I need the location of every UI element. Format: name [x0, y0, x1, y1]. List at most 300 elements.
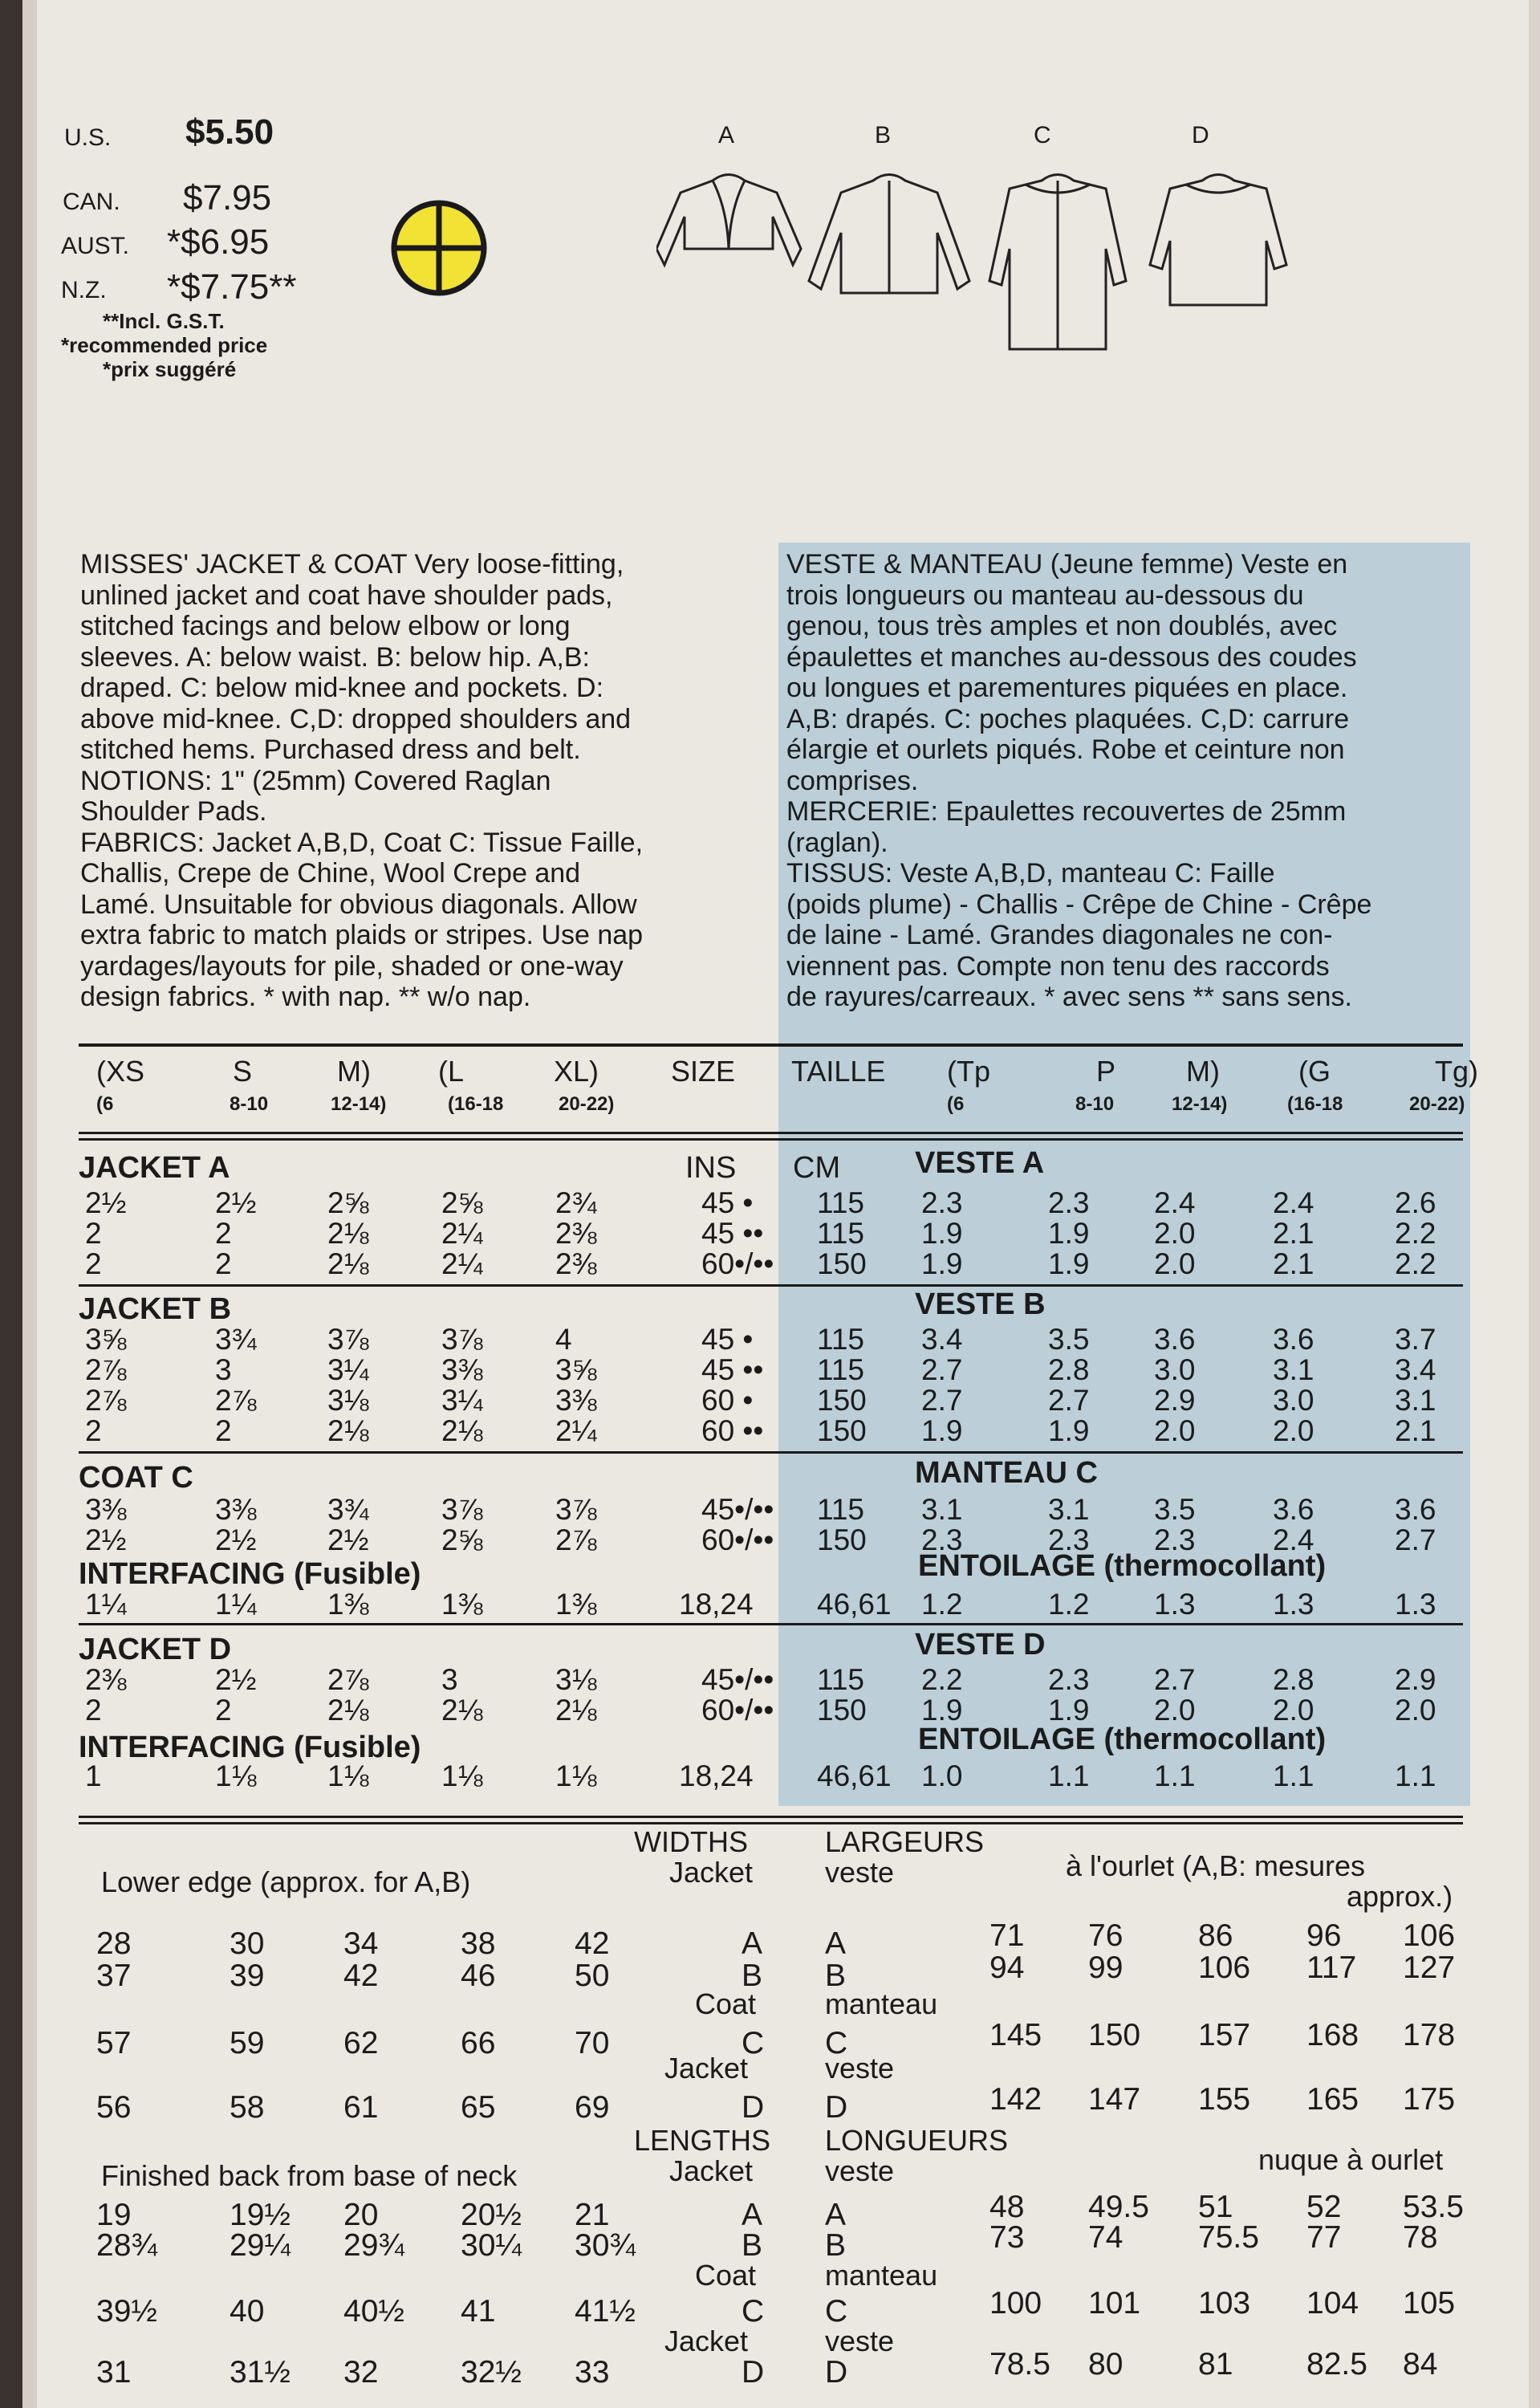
yardage-en: 2: [85, 1217, 102, 1250]
lengths-value-en: 31½: [230, 2355, 291, 2390]
price-note-recommended: *recommended price: [61, 333, 268, 357]
widths-value-en: 42: [575, 1926, 610, 1961]
yardage-en: 2⅝: [441, 1186, 483, 1219]
desc-en-line: NOTIONS: 1" (25mm) Covered Raglan: [80, 765, 551, 796]
yardage-metric: 2.7: [1395, 1523, 1436, 1556]
yardage-metric: 2.3: [1048, 1663, 1090, 1696]
yardage-metric: 2.2: [1395, 1217, 1436, 1250]
yardage-en: 3⅞: [441, 1323, 483, 1356]
yardage-en: 2: [85, 1694, 102, 1727]
fabric-width-in: 60 •: [701, 1384, 754, 1417]
size-label-en: XL): [554, 1055, 599, 1088]
yardage-en: 3⅛: [555, 1663, 597, 1696]
widths-value-cm: 147: [1088, 2082, 1141, 2117]
widths-value-cm: 157: [1198, 2018, 1251, 2052]
desc-en-line: design fabrics. * with nap. ** w/o nap.: [80, 982, 531, 1012]
jacket-d-title-en: JACKET D: [79, 1633, 232, 1666]
fabric-width-cm: 115: [817, 1353, 864, 1386]
lengths-head-fr: LONGUEURS: [825, 2124, 1009, 2157]
yardage-en: 2⅞: [85, 1384, 127, 1417]
widths-coat-fr: manteau: [825, 1987, 938, 2020]
yardage-en: 2⅞: [555, 1523, 597, 1556]
yardage-metric: 2.0: [1273, 1414, 1314, 1447]
yardage-en: 3⅛: [327, 1384, 369, 1417]
widths-value-en: 62: [343, 2026, 379, 2060]
yardage-metric: 1.9: [921, 1217, 963, 1250]
lengths-value-en: 29¾: [343, 2228, 404, 2263]
yardage-metric: 3.6: [1273, 1493, 1314, 1526]
yardage-en: 2: [215, 1217, 232, 1250]
yardage-en: 3⅞: [441, 1493, 483, 1526]
lengths-value-cm: 53.5: [1403, 2190, 1464, 2224]
taille-heading: TAILLE: [791, 1055, 886, 1088]
desc-fr-line: trois longueurs ou manteau au-dessous du: [786, 580, 1304, 611]
yardage-en: 2⅛: [327, 1414, 369, 1447]
desc-en-line: FABRICS: Jacket A,B,D, Coat C: Tissue Faille,: [80, 827, 644, 858]
easy-symbol-icon: [388, 197, 490, 299]
widths-value-cm: 96: [1306, 1918, 1342, 1953]
widths-label-en: C: [742, 2026, 765, 2060]
widths-value-en: 50: [575, 1959, 610, 1993]
yardage-metric: 3.4: [1395, 1353, 1436, 1386]
yardage-en: 2¼: [441, 1247, 483, 1280]
lengths-value-cm: 48: [989, 2190, 1025, 2224]
yardage-en: 2½: [215, 1663, 257, 1696]
interfacing-en-d: 1⅛: [441, 1759, 483, 1792]
yardage-metric: 2.7: [921, 1384, 963, 1417]
size-label-fr: Tg): [1435, 1055, 1478, 1088]
yardage-en: 2¾: [555, 1186, 597, 1219]
widths-value-en: 42: [343, 1959, 379, 1993]
yardage-metric: 3.0: [1154, 1353, 1196, 1386]
yardage-en: 3⅞: [555, 1493, 597, 1526]
size-range-fr: (6: [947, 1093, 965, 1115]
yardage-metric: 2.4: [1154, 1186, 1196, 1219]
fabric-width-in: 45 •: [701, 1186, 754, 1219]
yardage-en: 2⅛: [555, 1694, 597, 1727]
widths-value-en: 30: [230, 1926, 265, 1961]
yardage-en: 3⅝: [555, 1353, 597, 1386]
yardage-metric: 1.9: [1048, 1414, 1090, 1447]
desc-fr-line: TISSUS: Veste A,B,D, manteau C: Faille: [786, 858, 1275, 889]
interfacing-metric-c: 1.3: [1154, 1588, 1196, 1621]
lengths-value-en: 20: [343, 2198, 379, 2232]
lengths-value-cm: 81: [1198, 2347, 1233, 2382]
fabric-width-cm: 115: [817, 1186, 864, 1219]
interfacing-title-fr-c: ENTOILAGE (thermocollant): [918, 1549, 1327, 1583]
lengths-desc-fr: nuque à ourlet: [1258, 2143, 1444, 2176]
jacket-b-title-fr: VESTE B: [915, 1287, 1046, 1321]
yardage-en: 3¼: [327, 1353, 369, 1386]
yardage-en: 2: [85, 1247, 102, 1280]
lengths-value-en: 21: [575, 2198, 610, 2232]
yardage-metric: 3.1: [1395, 1384, 1436, 1417]
yardage-en: 3⅜: [555, 1384, 597, 1417]
yardage-en: 2⅛: [441, 1414, 483, 1447]
lengths-jacket-fr: veste: [825, 2325, 895, 2357]
interfacing-title-fr-d: ENTOILAGE (thermocollant): [918, 1723, 1327, 1756]
yardage-metric: 2.2: [921, 1663, 963, 1696]
description-english: [80, 549, 643, 1013]
lengths-value-en: 29¼: [230, 2228, 291, 2263]
yardage-en: 2½: [215, 1186, 257, 1219]
yardage-en: 2⅞: [327, 1663, 369, 1696]
lengths-value-cm: 103: [1198, 2286, 1251, 2321]
yardage-metric: 2.0: [1273, 1694, 1314, 1727]
widths-value-cm: 155: [1198, 2082, 1251, 2117]
yardage-metric: 3.4: [921, 1323, 963, 1356]
interfacing-width-cm-c: 46,61: [817, 1588, 892, 1621]
yardage-en: 2½: [85, 1186, 127, 1219]
country-us: U.S.: [64, 124, 112, 151]
lengths-label-fr: D: [825, 2355, 848, 2390]
lengths-value-cm: 77: [1306, 2220, 1342, 2255]
lengths-value-cm: 80: [1088, 2347, 1124, 2382]
widths-value-cm: 106: [1403, 1918, 1456, 1953]
fabric-width-cm: 115: [817, 1217, 864, 1250]
garment-sketches: [656, 161, 1298, 369]
rule-d1: [79, 1816, 1463, 1818]
size-heading: SIZE: [671, 1055, 736, 1088]
lengths-value-en: 19½: [230, 2198, 291, 2232]
lengths-jacket-en: Jacket: [664, 2325, 749, 2357]
widths-coat-en: Coat: [695, 1987, 757, 2020]
lengths-value-cm: 82.5: [1306, 2347, 1367, 2382]
yardage-en: 2⅛: [327, 1694, 369, 1727]
desc-en-line: Shoulder Pads.: [80, 796, 267, 827]
rule-a: [79, 1284, 1463, 1287]
fabric-width-in: 45•/••: [701, 1493, 774, 1526]
interfacing-title-en-c: INTERFACING (Fusible): [79, 1557, 421, 1591]
metric-table-panel: [778, 1035, 1470, 1806]
yardage-en: 3⅝: [85, 1323, 127, 1356]
widths-value-en: 61: [343, 2090, 379, 2125]
interfacing-width-cm-d: 46,61: [817, 1759, 892, 1792]
price-note-gst: **Incl. G.S.T.: [103, 309, 225, 333]
yardage-metric: 3.7: [1395, 1323, 1436, 1356]
country-can: CAN.: [63, 189, 120, 215]
lengths-label-en: B: [742, 2228, 763, 2263]
yardage-en: 2⅛: [327, 1247, 369, 1280]
desc-fr-line: (poids plume) - Challis - Crêpe de Chine - Crêpe: [786, 889, 1372, 920]
lengths-value-cm: 100: [989, 2286, 1042, 2321]
sketch-view-d: [1150, 175, 1286, 306]
yardage-metric: 2.1: [1273, 1247, 1314, 1280]
widths-value-en: 34: [343, 1926, 379, 1961]
lengths-label-fr: B: [825, 2228, 847, 2263]
interfacing-metric-d: 1.1: [1395, 1759, 1436, 1792]
fabric-width-in: 45•/••: [701, 1663, 774, 1696]
desc-fr-line: de rayures/carreaux. * avec sens ** sans sens.: [786, 982, 1352, 1012]
yardage-en: 2⅝: [327, 1186, 369, 1219]
yardage-metric: 3.6: [1154, 1323, 1196, 1356]
country-aust: AUST.: [61, 233, 130, 259]
size-range-en: (6: [96, 1093, 114, 1115]
yardage-metric: 2.1: [1395, 1414, 1436, 1447]
lengths-value-en: 19: [96, 2198, 132, 2232]
widths-value-en: 57: [96, 2026, 132, 2060]
lengths-label-fr: A: [825, 2198, 847, 2232]
widths-value-cm: 99: [1088, 1950, 1124, 1985]
yardage-en: 2: [215, 1247, 232, 1280]
desc-fr-line: de laine - Lamé. Grandes diagonales ne con-: [786, 920, 1333, 950]
desc-en-line: Lamé. Unsuitable for obvious diagonals. Allow: [80, 889, 637, 920]
size-label-en: (XS: [96, 1055, 145, 1088]
size-label-fr: M): [1186, 1055, 1220, 1088]
yardage-metric: 2.4: [1273, 1523, 1314, 1556]
yardage-en: 2⅞: [215, 1384, 257, 1417]
price-can: $7.95: [183, 178, 272, 218]
coat-c-title-en: COAT C: [79, 1461, 193, 1495]
fabric-width-in: 60 ••: [701, 1414, 764, 1447]
lengths-sub-fr: veste: [825, 2154, 895, 2187]
desc-fr-line: ou longues et parementures piquées en place.: [786, 673, 1348, 703]
yardage-metric: 3.0: [1273, 1384, 1314, 1417]
size-label-fr: P: [1096, 1055, 1116, 1088]
yardage-metric: 1.9: [1048, 1217, 1090, 1250]
yardage-metric: 2.8: [1273, 1663, 1314, 1696]
yardage-metric: 2.2: [1395, 1247, 1436, 1280]
yardage-en: 3: [441, 1663, 458, 1696]
size-range-en: 8-10: [230, 1093, 269, 1115]
size-range-fr: 20-22): [1409, 1093, 1465, 1115]
lengths-value-en: 20½: [461, 2198, 522, 2232]
interfacing-metric-d: 1.1: [1154, 1759, 1196, 1792]
yardage-en: 3⅜: [215, 1493, 257, 1526]
widths-value-en: 66: [461, 2026, 496, 2060]
yardage-metric: 2.9: [1154, 1384, 1196, 1417]
lengths-value-en: 32½: [461, 2355, 522, 2390]
desc-fr-line: MERCERIE: Epaulettes recouvertes de 25mm: [786, 796, 1347, 827]
yardage-metric: 3.5: [1154, 1493, 1196, 1526]
price-aust: *$6.95: [167, 222, 270, 262]
yardage-metric: 2.0: [1154, 1694, 1196, 1727]
interfacing-title-en-d: INTERFACING (Fusible): [79, 1731, 421, 1764]
widths-value-en: 59: [230, 2026, 265, 2060]
widths-value-en: 39: [230, 1959, 265, 1993]
lengths-value-cm: 75.5: [1198, 2220, 1259, 2255]
lengths-value-cm: 101: [1088, 2286, 1141, 2321]
yardage-metric: 1.9: [1048, 1247, 1090, 1280]
widths-label-fr: D: [825, 2090, 848, 2125]
lengths-desc-en: Finished back from base of neck: [101, 2159, 518, 2192]
fabric-width-cm: 150: [817, 1523, 867, 1556]
size-label-fr: (G: [1298, 1055, 1331, 1088]
yardage-en: 2⅜: [85, 1663, 127, 1696]
size-range-en: 12-14): [331, 1093, 387, 1115]
widths-value-cm: 106: [1198, 1950, 1251, 1985]
yardage-en: 2¼: [441, 1217, 483, 1250]
size-label-en: S: [233, 1055, 253, 1088]
yardage-en: 3¾: [215, 1323, 257, 1356]
view-label-d: D: [1192, 122, 1209, 148]
yardage-metric: 3.1: [1048, 1493, 1090, 1526]
yardage-en: 3¾: [327, 1493, 369, 1526]
yardage-metric: 2.7: [1048, 1384, 1090, 1417]
widths-value-cm: 168: [1306, 2018, 1359, 2052]
interfacing-width-in-c: 18,24: [679, 1588, 754, 1621]
widths-label-fr: A: [825, 1926, 847, 1961]
widths-value-cm: 150: [1088, 2018, 1141, 2052]
yardage-metric: 3.6: [1273, 1323, 1314, 1356]
lengths-value-en: 39½: [96, 2294, 157, 2329]
lengths-label-en: C: [742, 2294, 765, 2329]
size-range-en: 20-22): [559, 1093, 615, 1115]
yardage-en: 2½: [215, 1523, 257, 1556]
yardage-metric: 2.3: [921, 1186, 963, 1219]
yardage-en: 3¼: [441, 1384, 483, 1417]
lengths-value-cm: 84: [1403, 2347, 1438, 2382]
lengths-value-en: 28¾: [96, 2228, 157, 2263]
widths-head-fr: LARGEURS: [825, 1825, 985, 1858]
lengths-coat-fr: manteau: [825, 2259, 938, 2292]
widths-label-en: D: [742, 2090, 765, 2125]
desc-en-line: Challis, Crepe de Chine, Wool Crepe and: [80, 858, 581, 889]
widths-value-en: 28: [96, 1926, 132, 1961]
widths-value-en: 70: [575, 2026, 610, 2060]
yardage-en: 2: [215, 1414, 232, 1447]
widths-value-cm: 76: [1088, 1918, 1124, 1953]
interfacing-metric-d: 1.0: [921, 1759, 963, 1792]
widths-desc-fr: à l'ourlet (A,B: mesures: [1066, 1849, 1366, 1882]
lengths-value-cm: 52: [1306, 2190, 1342, 2224]
fabric-width-in: 45 ••: [701, 1353, 764, 1386]
widths-value-en: 56: [96, 2090, 132, 2125]
interfacing-en-d: 1: [85, 1759, 102, 1792]
desc-en-line: unlined jacket and coat have shoulder pads,: [80, 580, 613, 611]
price-note-suggere: *prix suggéré: [103, 357, 237, 381]
widths-value-cm: 127: [1403, 1950, 1456, 1985]
fabric-width-cm: 115: [817, 1493, 864, 1526]
yardage-en: 3⅜: [85, 1493, 127, 1526]
lengths-label-en: A: [742, 2198, 763, 2232]
interfacing-en-c: 1⅜: [441, 1588, 483, 1621]
desc-en-line: MISSES' JACKET & COAT Very loose-fitting,: [80, 549, 624, 580]
lengths-label-fr: C: [825, 2294, 848, 2329]
yardage-en: 2: [215, 1694, 232, 1727]
interfacing-metric-c: 1.3: [1395, 1588, 1436, 1621]
size-range-fr: 8-10: [1075, 1093, 1115, 1115]
yardage-metric: 2.7: [1154, 1663, 1196, 1696]
yardage-metric: 2.3: [1154, 1523, 1196, 1556]
interfacing-en-d: 1⅛: [327, 1759, 369, 1792]
widths-sub-fr: veste: [825, 1856, 895, 1889]
fabric-width-cm: 150: [817, 1414, 867, 1447]
fabric-width-in: 45 •: [701, 1323, 754, 1356]
lengths-value-cm: 104: [1306, 2286, 1359, 2321]
price-nz: *$7.75**: [167, 267, 297, 307]
yardage-metric: 2.6: [1395, 1186, 1436, 1219]
desc-fr-line: comprises.: [786, 765, 919, 796]
yardage-metric: 1.9: [1048, 1694, 1090, 1727]
yardage-en: 3⅜: [441, 1353, 483, 1386]
widths-label-en: B: [742, 1959, 763, 1993]
country-nz: N.Z.: [61, 277, 107, 303]
yardage-en: 2½: [327, 1523, 369, 1556]
yardage-en: 2⅜: [555, 1247, 597, 1280]
yardage-metric: 2.0: [1395, 1694, 1436, 1727]
lengths-sub-en: Jacket: [669, 2154, 754, 2187]
pattern-envelope-back: [22, 0, 1540, 2408]
interfacing-width-in-d: 18,24: [679, 1759, 754, 1792]
desc-en-line: extra fabric to match plaids or stripes. Use nap: [80, 920, 644, 950]
interfacing-en-d: 1⅛: [215, 1759, 257, 1792]
lengths-value-en: 32: [343, 2355, 379, 2390]
fabric-width-in: 60•/••: [701, 1694, 774, 1727]
lengths-value-cm: 51: [1198, 2190, 1233, 2224]
lengths-head-en: LENGTHS: [634, 2124, 771, 2157]
interfacing-metric-c: 1.2: [921, 1588, 963, 1621]
size-label-en: M): [337, 1055, 371, 1088]
yardage-en: 4: [555, 1323, 572, 1356]
lengths-value-en: 40½: [343, 2294, 404, 2329]
yardage-metric: 2.3: [921, 1523, 963, 1556]
yardage-metric: 1.9: [921, 1694, 963, 1727]
yardage-metric: 2.0: [1154, 1414, 1196, 1447]
lengths-value-en: 41½: [575, 2294, 636, 2329]
yardage-metric: 2.8: [1048, 1353, 1090, 1386]
desc-en-line: above mid-knee. C,D: dropped shoulders and: [80, 703, 632, 734]
yardage-en: 2⅝: [441, 1523, 483, 1556]
yardage-en: 2⅛: [441, 1694, 483, 1727]
lengths-value-cm: 74: [1088, 2220, 1124, 2255]
lengths-value-en: 40: [230, 2294, 265, 2329]
rule-d2: [79, 1822, 1463, 1824]
desc-en-line: sleeves. A: below waist. B: below hip. A,B:: [80, 641, 590, 673]
interfacing-metric-c: 1.2: [1048, 1588, 1090, 1621]
widths-value-cm: 142: [989, 2082, 1042, 2117]
interfacing-en-c: 1¼: [215, 1588, 257, 1621]
sketch-view-b: [809, 175, 969, 294]
fabric-width-cm: 150: [817, 1384, 867, 1417]
description-french: [786, 549, 1371, 1013]
lengths-value-en: 33: [575, 2355, 610, 2390]
yardage-metric: 1.9: [921, 1247, 963, 1280]
desc-fr-line: A,B: drapés. C: poches plaquées. C,D: carrure: [786, 703, 1350, 734]
widths-value-en: 65: [461, 2090, 496, 2125]
widths-label-fr: C: [825, 2026, 848, 2060]
view-label-b: B: [875, 122, 892, 148]
sketch-view-c: [989, 175, 1126, 350]
units-cm: CM: [793, 1151, 841, 1185]
fabric-width-in: 60•/••: [701, 1247, 774, 1280]
yardage-metric: 2.4: [1273, 1186, 1314, 1219]
widths-jacket-en: Jacket: [664, 2052, 749, 2085]
yardage-en: 2⅞: [85, 1353, 127, 1386]
desc-en-line: yardages/layouts for pile, shaded or one-way: [80, 950, 624, 982]
widths-value-cm: 94: [989, 1950, 1025, 1985]
lengths-value-en: 30¼: [461, 2228, 522, 2263]
size-range-en: (16-18: [448, 1093, 504, 1115]
yardage-metric: 2.9: [1395, 1663, 1436, 1696]
fabric-width-cm: 115: [817, 1663, 864, 1696]
interfacing-metric-d: 1.1: [1273, 1759, 1314, 1792]
size-label-fr: (Tp: [947, 1055, 990, 1088]
interfacing-metric-d: 1.1: [1048, 1759, 1090, 1792]
envelope-right-edge: [1529, 0, 1540, 2408]
fabric-width-in: 45 ••: [701, 1217, 764, 1250]
lengths-value-en: 41: [461, 2294, 496, 2329]
yardage-metric: 2.0: [1154, 1217, 1196, 1250]
interfacing-en-c: 1⅜: [327, 1588, 369, 1621]
yardage-metric: 2.3: [1048, 1523, 1090, 1556]
lengths-label-en: D: [742, 2355, 765, 2390]
lengths-value-cm: 105: [1403, 2286, 1456, 2321]
widths-value-cm: 71: [989, 1918, 1025, 1953]
desc-fr-line: épaulettes et manches au-dessous des coudes: [786, 641, 1357, 673]
desc-fr-line: élargie et ourlets piqués. Robe et ceinture non: [786, 734, 1345, 765]
widths-value-cm: 178: [1403, 2018, 1456, 2052]
